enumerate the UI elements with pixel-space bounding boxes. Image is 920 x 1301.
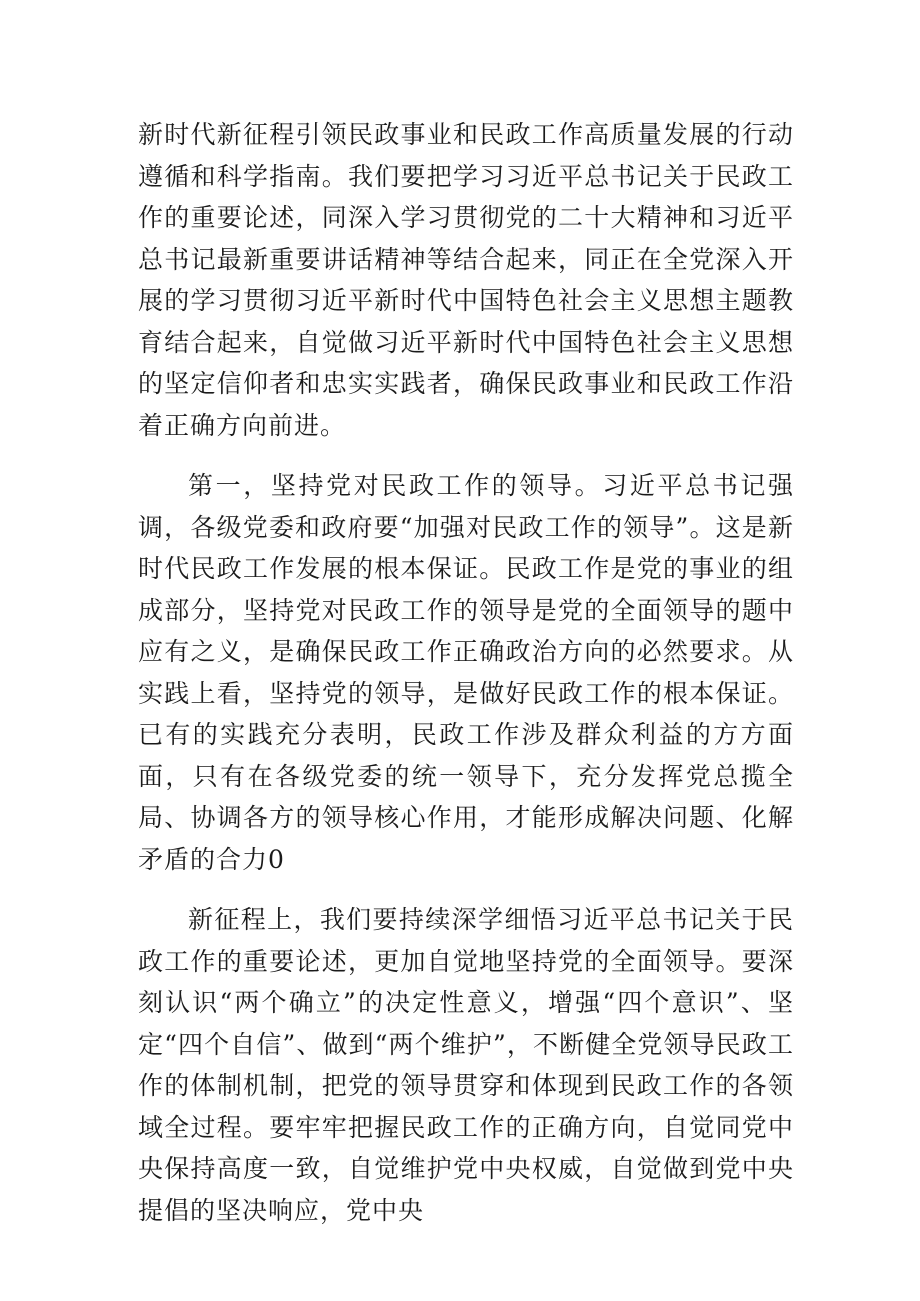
paragraph-2: 第一，坚持党对民政工作的领导。习近平总书记强调，各级党委和政府要“加强对民政工作的领导”。这是新时代民政工作发展的根本保证。民政工作是党的事业的组成部分，坚持党对民政工作的领导是党的全面领导的题中应有之义，是确保民政工作正确政治方向的必然要求。从实践上看，坚持党的领导，是做好民政工作的根本保证。已有的实践充分表明，民政工作涉及群众利益的方方面面，只有在各级党委的统一领导下，充分发挥党总揽全局、协调各方的领导核心作用，才能形成解决问题、化解矛盾的合力0 xyxy=(138,471,794,874)
paragraph-3: 新征程上，我们要持续深学细悟习近平总书记关于民政工作的重要论述，更加自觉地坚持党的全面领导。要深刻认识“两个确立”的决定性意义，增强“四个意识”、坚定“四个自信”、做到“两个维护”，不断健全党领导民政工作的体制机制，把党的领导贯穿和体现到民政工作的各领域全过程。要牢牢把握民政工作的正确方向，自觉同党中央保持高度一致，自觉维护党中央权威，自觉做到党中央提倡的坚决响应，党中央 xyxy=(138,905,794,1225)
paragraph-1: 新时代新征程引领民政事业和民政工作高质量发展的行动遵循和科学指南。我们要把学习习近平总书记关于民政工作的重要论述，同深入学习贯彻党的二十大精神和习近平总书记最新重要讲话精神等结合起来，同正在全党深入开展的学习贯彻习近平新时代中国特色社会主义思想主题教育结合起来，自觉做习近平新时代中国特色社会主义思想的坚定信仰者和忠实实践者，确保民政事业和民政工作沿着正确方向前进。 xyxy=(138,120,794,440)
document-body xyxy=(138,114,794,1231)
